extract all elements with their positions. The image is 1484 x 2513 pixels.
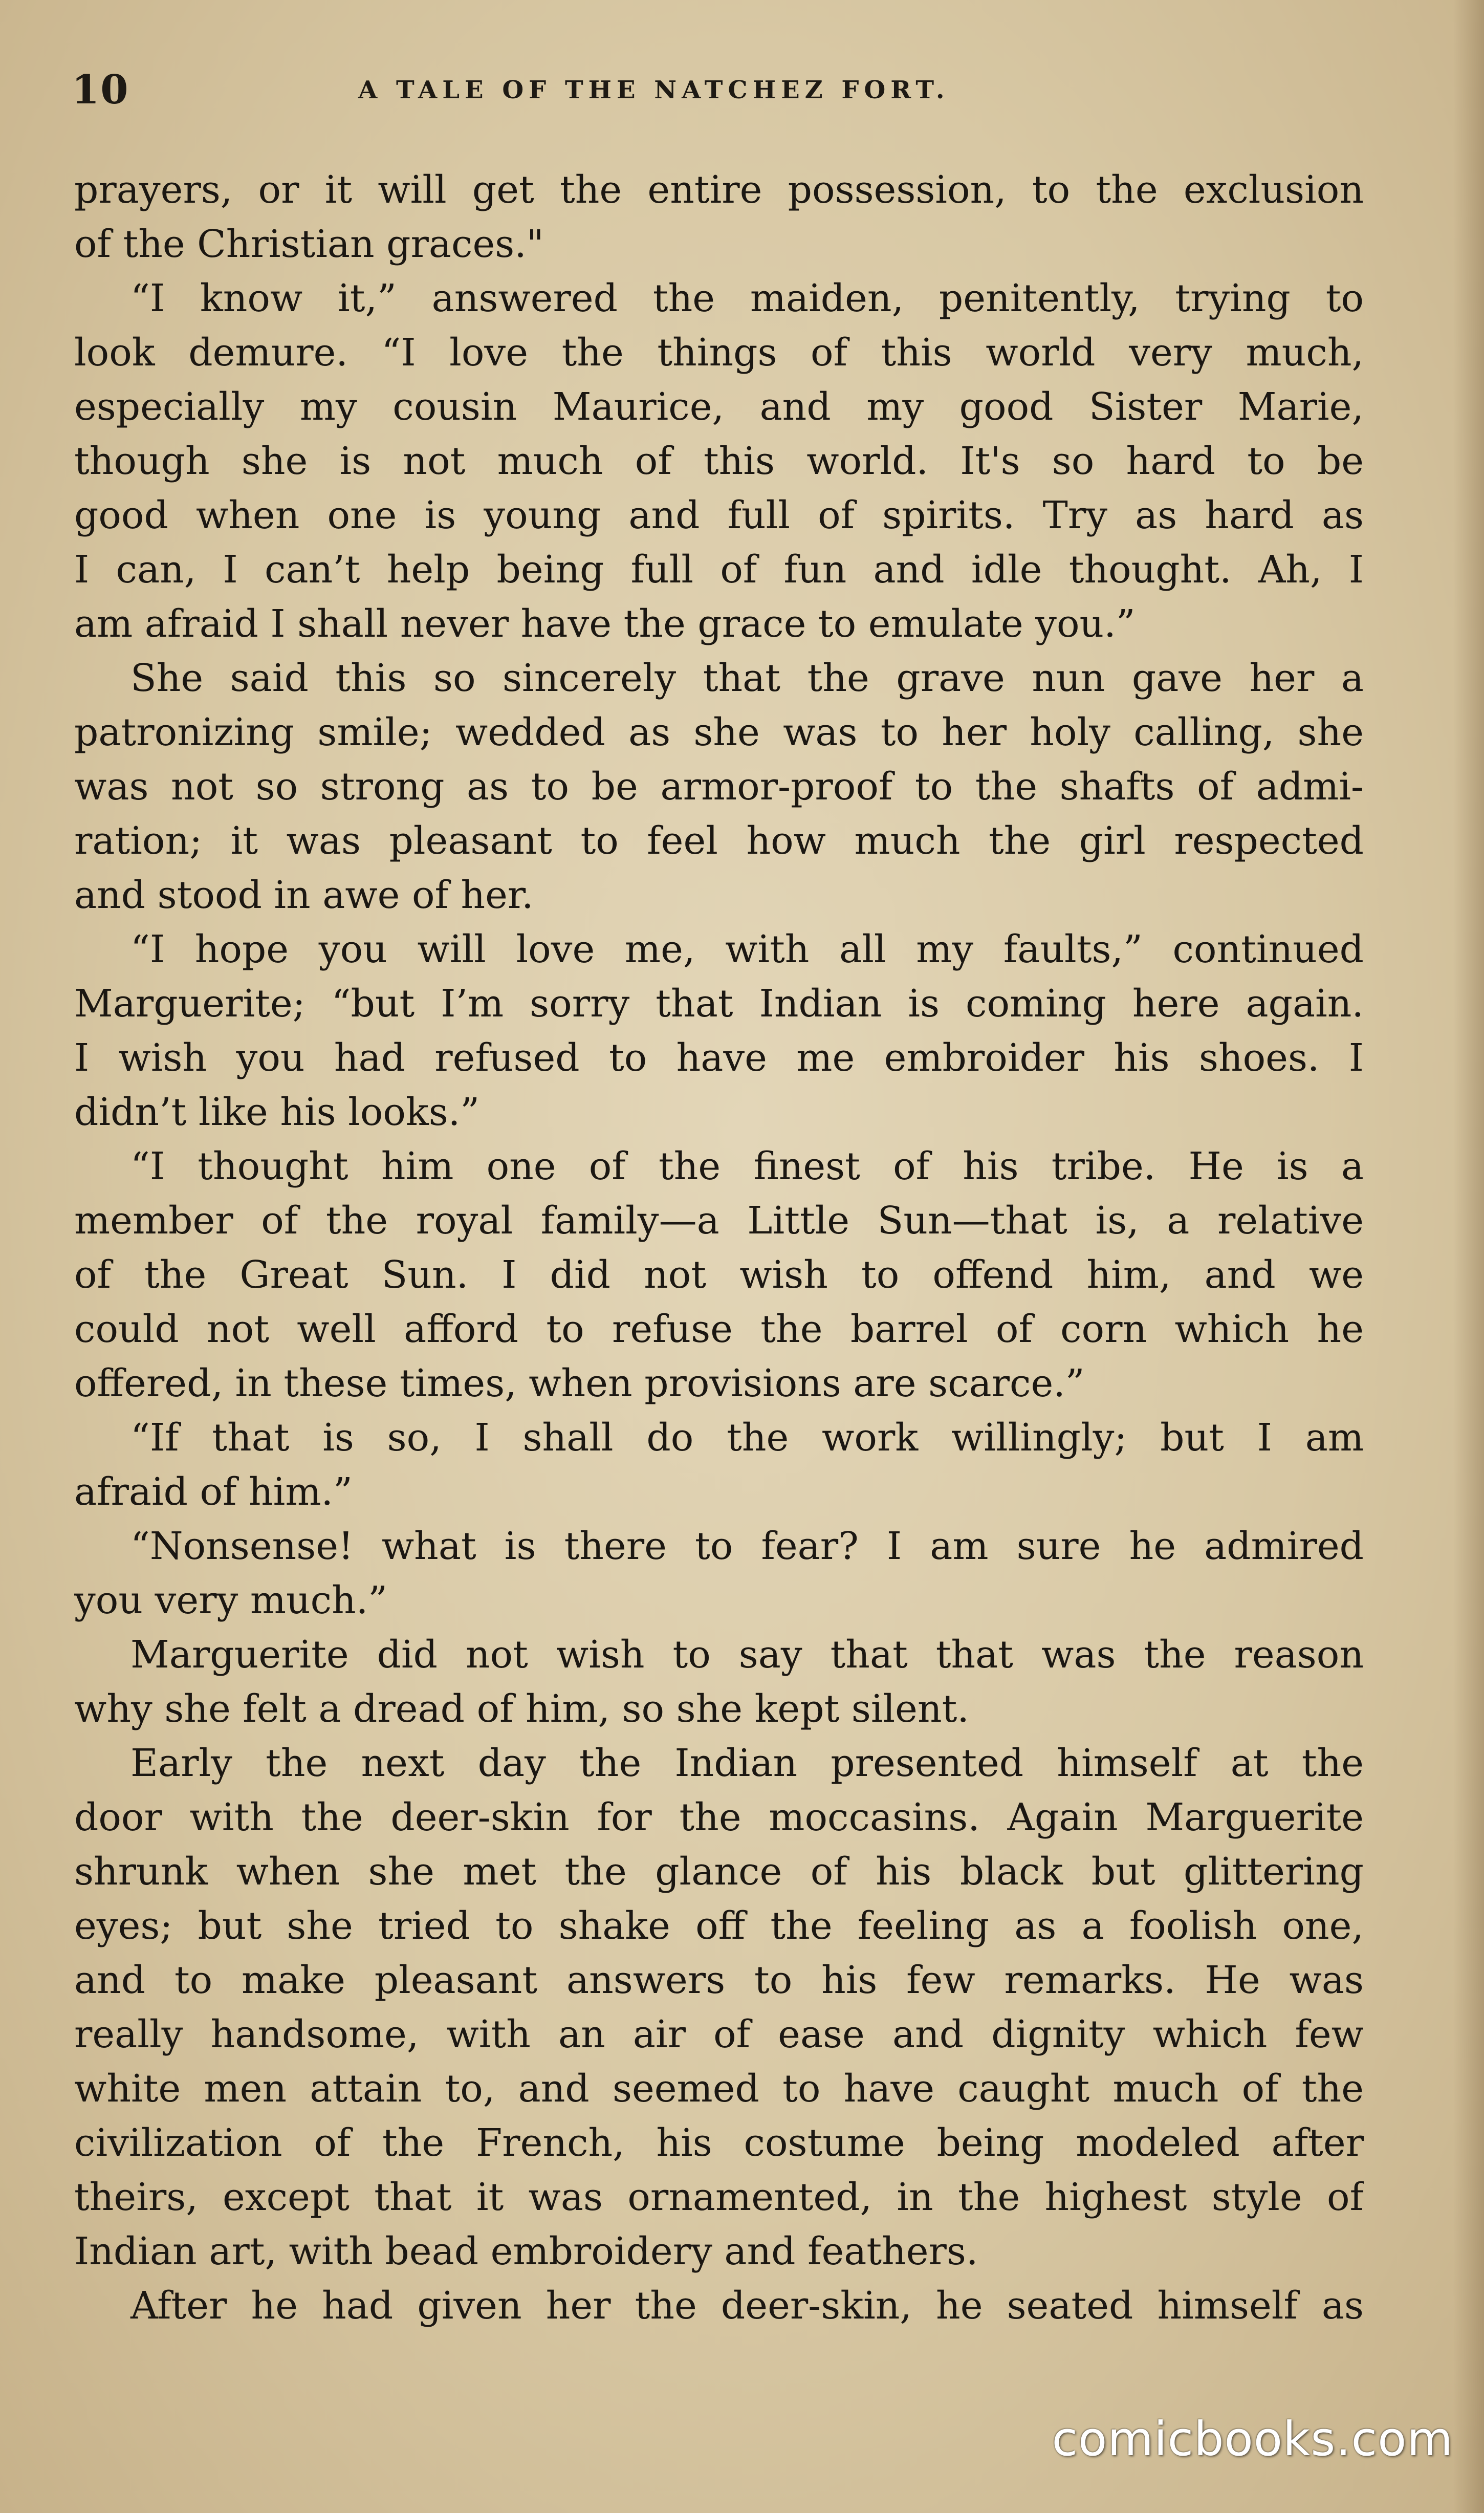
- text-line: good when one is young and full of spirits. Try as hard as: [74, 493, 1364, 537]
- text-line: “I hope you will love me, with all my faults,” continued: [130, 927, 1364, 971]
- text-line: why she felt a dread of him, so she kept silent.: [74, 1687, 969, 1731]
- text-line: you very much.”: [74, 1578, 388, 1622]
- text-line: was not so strong as to be armor-proof to the shafts of admi-: [74, 765, 1364, 809]
- text-line: and stood in awe of her.: [74, 873, 534, 917]
- text-line: white men attain to, and seemed to have caught much of the: [74, 2067, 1364, 2111]
- text-line: really handsome, with an air of ease and dignity which few: [74, 2012, 1364, 2056]
- text-line: prayers, or it will get the entire possession, to the exclusion: [74, 168, 1364, 212]
- page-number: 10: [72, 67, 129, 113]
- text-line: I wish you had refused to have me embroider his shoes. I: [74, 1036, 1364, 1080]
- text-line: Early the next day the Indian presented himself at the: [130, 1741, 1364, 1785]
- text-line: After he had given her the deer-skin, he seated himself as: [130, 2284, 1364, 2328]
- text-line: civilization of the French, his costume being modeled after: [74, 2121, 1364, 2165]
- text-line: am afraid I shall never have the grace to emulate you.”: [74, 602, 1136, 646]
- text-line: ration; it was pleasant to feel how much the girl respected: [74, 819, 1364, 863]
- text-line: “If that is so, I shall do the work willingly; but I am: [130, 1416, 1364, 1460]
- text-line: “Nonsense! what is there to fear? I am sure he admired: [130, 1524, 1364, 1568]
- text-line: of the Christian graces.": [74, 222, 544, 266]
- text-line: didn’t like his looks.”: [74, 1090, 480, 1134]
- text-line: and to make pleasant answers to his few remarks. He was: [74, 1958, 1364, 2002]
- text-line: Marguerite; “but I’m sorry that Indian is coming here again.: [74, 982, 1364, 1026]
- text-line: I can, I can’t help being full of fun and idle thought. Ah, I: [74, 548, 1364, 592]
- watermark: comicbooks.com: [1052, 2412, 1453, 2466]
- text-line: Indian art, with bead embroidery and feathers.: [74, 2229, 978, 2273]
- text-line: afraid of him.”: [74, 1470, 353, 1514]
- text-line: especially my cousin Maurice, and my good Sister Marie,: [74, 385, 1364, 429]
- text-line: theirs, except that it was ornamented, in the highest style of: [74, 2175, 1364, 2219]
- text-line: offered, in these times, when provisions are scarce.”: [74, 1361, 1085, 1405]
- text-line: “I know it,” answered the maiden, penitently, trying to: [130, 276, 1364, 320]
- text-line: though she is not much of this world. It's so hard to be: [74, 439, 1364, 483]
- text-line: look demure. “I love the things of this world very much,: [74, 331, 1364, 375]
- text-line: member of the royal family—a Little Sun—that is, a relative: [74, 1199, 1364, 1243]
- text-line: She said this so sincerely that the grave nun gave her a: [130, 656, 1364, 700]
- text-line: “I thought him one of the finest of his tribe. He is a: [130, 1144, 1364, 1188]
- text-line: eyes; but she tried to shake off the feeling as a foolish one,: [74, 1904, 1364, 1948]
- text-line: door with the deer-skin for the moccasins. Again Marguerite: [74, 1795, 1364, 1839]
- page-edge-shadow: [1453, 0, 1484, 2513]
- text-line: Marguerite did not wish to say that that was the reason: [130, 1633, 1364, 1677]
- body-text: [74, 163, 1364, 2333]
- running-head: A TALE OF THE NATCHEZ FORT.: [358, 76, 950, 104]
- text-line: shrunk when she met the glance of his black but glittering: [74, 1850, 1364, 1894]
- text-line: patronizing smile; wedded as she was to her holy calling, she: [74, 710, 1364, 754]
- page-header: [72, 67, 1371, 123]
- text-line: of the Great Sun. I did not wish to offend him, and we: [74, 1253, 1364, 1297]
- text-line: could not well afford to refuse the barrel of corn which he: [74, 1307, 1364, 1351]
